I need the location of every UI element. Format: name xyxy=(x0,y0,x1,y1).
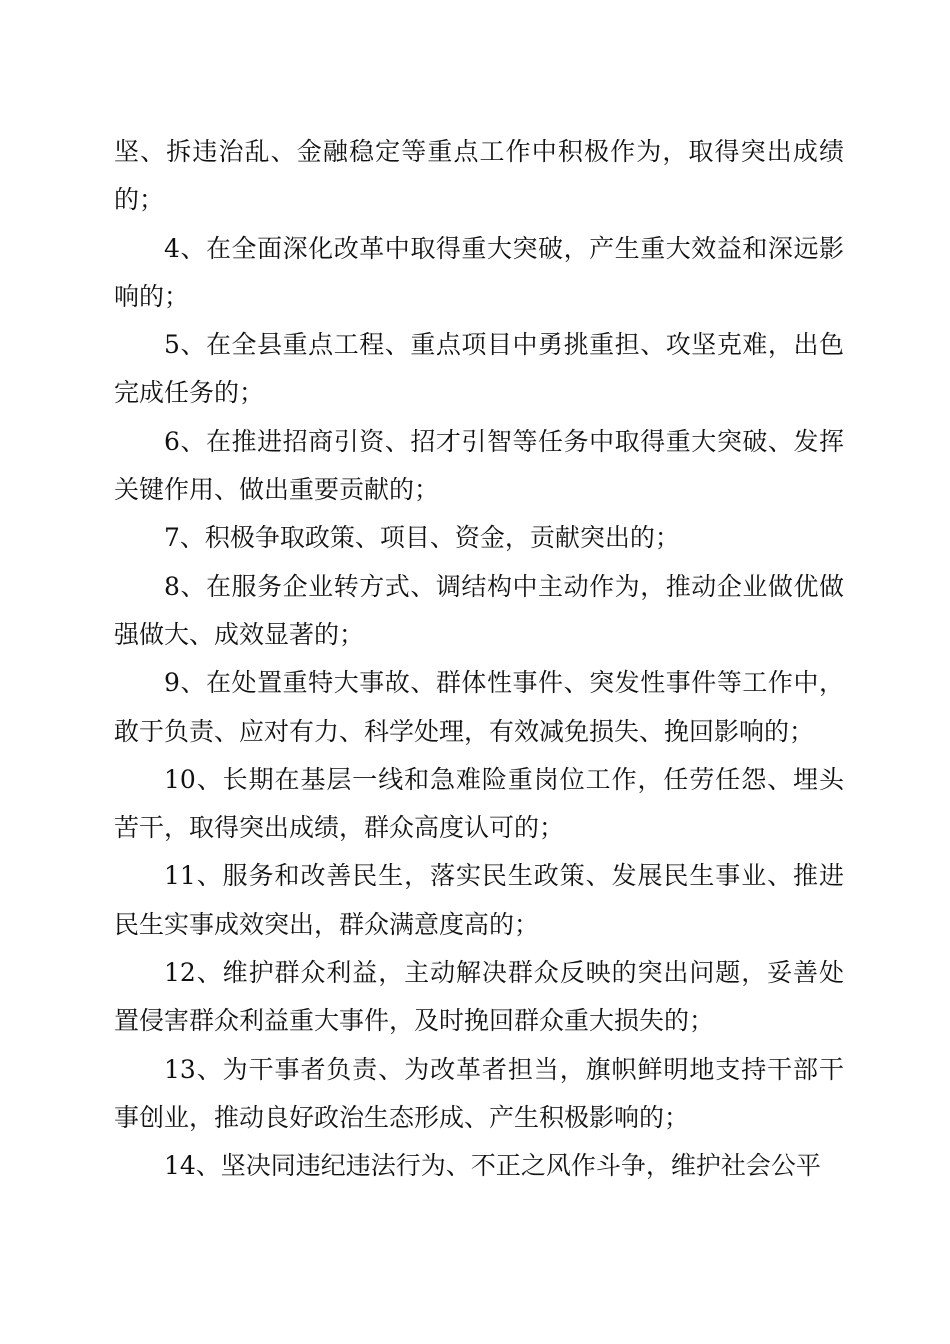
paragraph-item-13: 13、为干事者负责、为改革者担当，旗帜鲜明地支持干部干事创业，推动良好政治生态形成、产生积极影响的； xyxy=(114,1054,844,1132)
paragraph-item-9: 9、在处置重特大事故、群体性事件、突发性事件等工作中，敢于负责、应对有力、科学处理，有效减免损失、挽回影响的； xyxy=(114,668,844,746)
paragraph-item-14: 14、坚决同违纪违法行为、不正之风作斗争，维护社会公平 xyxy=(164,1151,821,1181)
paragraph-item-5: 5、在全县重点工程、重点项目中勇挑重担、攻坚克难，出色完成任务的； xyxy=(114,330,844,408)
paragraph-item-12: 12、维护群众利益，主动解决群众反映的突出问题，妥善处置侵害群众利益重大事件，及时挽回群众重大损失的； xyxy=(114,958,844,1036)
paragraph-item-11: 11、服务和改善民生，落实民生政策、发展民生事业、推进民生实事成效突出，群众满意度高的； xyxy=(114,861,844,939)
paragraph-item-8: 8、在服务企业转方式、调结构中主动作为，推动企业做优做强做大、成效显著的； xyxy=(114,571,844,649)
document-body xyxy=(114,128,844,1191)
paragraph-item-6: 6、在推进招商引资、招才引智等任务中取得重大突破、发挥关键作用、做出重要贡献的； xyxy=(114,426,844,505)
paragraph-item-10: 10、长期在基层一线和急难险重岗位工作，任劳任怨、埋头苦干，取得突出成绩，群众高度认可的； xyxy=(114,764,844,843)
paragraph-item-4: 4、在全面深化改革中取得重大突破，产生重大效益和深远影响的； xyxy=(114,233,844,311)
paragraph-continued-item-3: 坚、拆违治乱、金融稳定等重点工作中积极作为，取得突出成绩的； xyxy=(114,137,844,215)
paragraph-item-7: 7、积极争取政策、项目、资金，贡献突出的； xyxy=(164,523,680,553)
